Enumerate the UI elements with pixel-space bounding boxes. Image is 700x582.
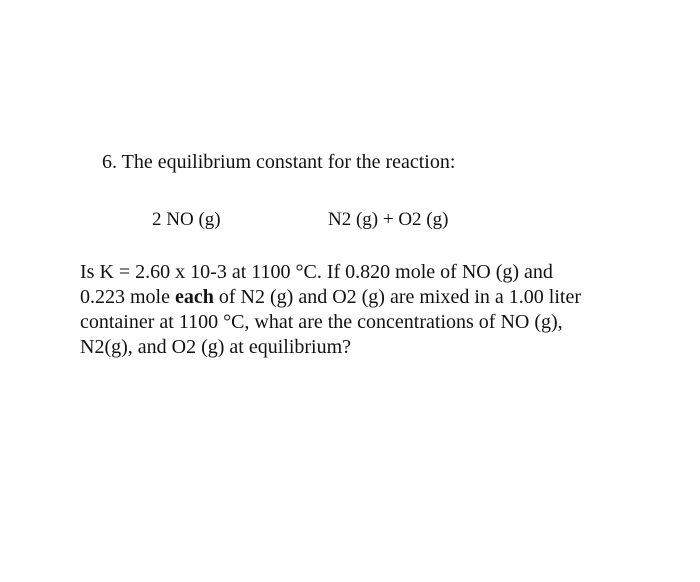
question-title: 6. The equilibrium constant for the reaction:	[102, 151, 456, 173]
body-line-2-start: 0.223 mole	[80, 286, 175, 308]
bold-emphasis-word: each	[175, 286, 214, 308]
reaction-reactants: 2 NO (g)	[152, 209, 221, 230]
body-line-1: Is K = 2.60 x 10-3 at 1100 °C. If 0.820 mole of NO (g) and	[80, 261, 553, 283]
body-line-2-end: of N2 (g) and O2 (g) are mixed in a 1.00 liter	[213, 286, 581, 308]
body-line-3: container at 1100 °C, what are the concentrations of NO (g),	[80, 311, 563, 333]
question-body	[80, 260, 620, 360]
body-line-4: N2(g), and O2 (g) at equilibrium?	[80, 336, 352, 358]
body-line-2	[80, 285, 620, 310]
reaction-products: N2 (g) + O2 (g)	[328, 209, 449, 230]
